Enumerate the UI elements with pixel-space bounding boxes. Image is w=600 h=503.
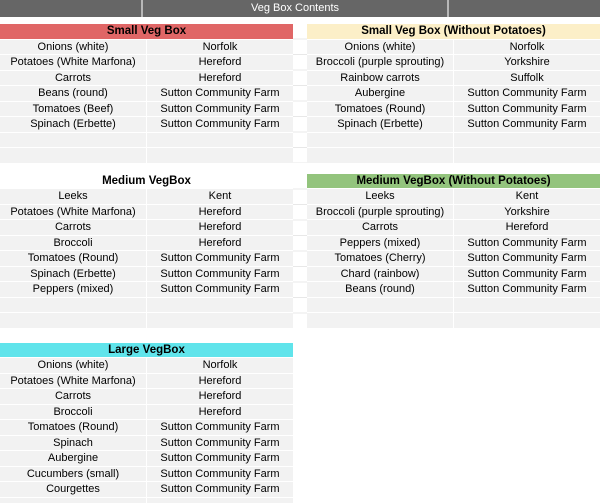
sheet-title-cell[interactable]: [143, 0, 447, 17]
table-cell[interactable]: Carrots: [0, 389, 146, 404]
table-cell[interactable]: Carrots: [0, 71, 146, 86]
empty-cell[interactable]: [454, 133, 600, 148]
table-cell[interactable]: Tomatoes (Round): [0, 420, 146, 435]
header-bar-cell-left[interactable]: [0, 0, 141, 17]
table-cell[interactable]: Carrots: [0, 220, 146, 235]
table-cell[interactable]: Peppers (mixed): [0, 282, 146, 297]
empty-cell[interactable]: [0, 298, 146, 313]
table-cell[interactable]: Rainbow carrots: [307, 71, 453, 86]
table-cell[interactable]: Sutton Community Farm: [147, 102, 293, 117]
table-cell[interactable]: Beans (round): [0, 86, 146, 101]
table-cell[interactable]: Leeks: [0, 189, 146, 204]
empty-cell[interactable]: [147, 148, 293, 163]
empty-cell[interactable]: [307, 313, 453, 328]
table-title-small-veg-box-without-potatoes[interactable]: Small Veg Box (Without Potatoes): [307, 24, 600, 39]
table-cell[interactable]: Spinach (Erbette): [307, 117, 453, 132]
table-cell[interactable]: Sutton Community Farm: [454, 282, 600, 297]
empty-cell[interactable]: [0, 498, 146, 503]
empty-cell[interactable]: [307, 133, 453, 148]
empty-cell[interactable]: [147, 498, 293, 503]
table-cell[interactable]: Potatoes (White Marfona): [0, 55, 146, 70]
empty-cell[interactable]: [0, 313, 146, 328]
medium-vegbox-no-potatoes-table: [307, 174, 600, 328]
table-cell[interactable]: Sutton Community Farm: [147, 482, 293, 497]
section-large-box: [0, 343, 600, 503]
table-cell[interactable]: Sutton Community Farm: [147, 436, 293, 451]
table-cell[interactable]: Sutton Community Farm: [147, 86, 293, 101]
table-cell[interactable]: Norfolk: [147, 358, 293, 373]
table-cell[interactable]: Hereford: [147, 389, 293, 404]
table-title-large-vegbox[interactable]: Large VegBox: [0, 343, 293, 358]
table-cell[interactable]: Courgettes: [0, 482, 146, 497]
table-cell[interactable]: Broccoli: [0, 405, 146, 420]
table-cell[interactable]: Spinach (Erbette): [0, 117, 146, 132]
table-cell[interactable]: Leeks: [307, 189, 453, 204]
table-cell[interactable]: Sutton Community Farm: [147, 420, 293, 435]
table-cell[interactable]: Tomatoes (Cherry): [307, 251, 453, 266]
table-cell[interactable]: Sutton Community Farm: [147, 267, 293, 282]
medium-vegbox-table: [0, 174, 293, 328]
row-spacer: [0, 328, 600, 343]
table-cell[interactable]: Yorkshire: [454, 55, 600, 70]
table-cell[interactable]: Sutton Community Farm: [454, 102, 600, 117]
small-veg-box-no-potatoes-table: [307, 24, 600, 163]
table-cell[interactable]: Sutton Community Farm: [147, 117, 293, 132]
sheet-header-bar: [0, 0, 600, 17]
table-cell[interactable]: Cucumbers (small): [0, 467, 146, 482]
section-small-boxes: [0, 24, 600, 163]
empty-cell[interactable]: [454, 298, 600, 313]
table-cell[interactable]: Tomatoes (Round): [307, 102, 453, 117]
table-cell[interactable]: Hereford: [454, 220, 600, 235]
table-cell[interactable]: Onions (white): [0, 40, 146, 55]
table-cell[interactable]: Spinach: [0, 436, 146, 451]
table-cell[interactable]: Tomatoes (Round): [0, 251, 146, 266]
table-cell[interactable]: Kent: [454, 189, 600, 204]
table-cell[interactable]: Chard (rainbow): [307, 267, 453, 282]
table-cell[interactable]: Norfolk: [454, 40, 600, 55]
table-cell[interactable]: Norfolk: [147, 40, 293, 55]
table-cell[interactable]: Broccoli (purple sprouting): [307, 205, 453, 220]
table-cell[interactable]: Aubergine: [0, 451, 146, 466]
empty-cell[interactable]: [454, 313, 600, 328]
table-cell[interactable]: Sutton Community Farm: [147, 451, 293, 466]
header-bar-cell-right[interactable]: [449, 0, 600, 17]
empty-cell[interactable]: [147, 133, 293, 148]
table-cell[interactable]: Broccoli: [0, 236, 146, 251]
empty-cell[interactable]: [147, 298, 293, 313]
table-cell[interactable]: Hereford: [147, 236, 293, 251]
table-cell[interactable]: Kent: [147, 189, 293, 204]
empty-cell[interactable]: [0, 148, 146, 163]
empty-cell[interactable]: [307, 148, 453, 163]
large-vegbox-table: [0, 343, 293, 503]
table-cell[interactable]: Hereford: [147, 71, 293, 86]
table-title-medium-vegbox-without-potatoes[interactable]: Medium VegBox (Without Potatoes): [307, 174, 600, 189]
row-spacer: [0, 163, 600, 174]
small-veg-box-table: [0, 24, 293, 163]
table-cell[interactable]: Hereford: [147, 55, 293, 70]
table-cell[interactable]: Aubergine: [307, 86, 453, 101]
table-cell[interactable]: Sutton Community Farm: [454, 236, 600, 251]
table-title-small-veg-box[interactable]: Small Veg Box: [0, 24, 293, 39]
row-spacer: [0, 17, 600, 24]
empty-cell[interactable]: [307, 298, 453, 313]
table-cell[interactable]: Sutton Community Farm: [147, 251, 293, 266]
section-medium-boxes: [0, 174, 600, 328]
table-cell[interactable]: Onions (white): [307, 40, 453, 55]
table-cell[interactable]: Sutton Community Farm: [147, 282, 293, 297]
table-cell[interactable]: Hereford: [147, 374, 293, 389]
table-cell[interactable]: Sutton Community Farm: [454, 267, 600, 282]
table-cell[interactable]: Potatoes (White Marfona): [0, 374, 146, 389]
table-cell[interactable]: Sutton Community Farm: [454, 117, 600, 132]
table-cell[interactable]: Beans (round): [307, 282, 453, 297]
table-cell[interactable]: Potatoes (White Marfona): [0, 205, 146, 220]
sheet-title: Veg Box Contents: [250, 2, 340, 14]
table-cell[interactable]: Peppers (mixed): [307, 236, 453, 251]
empty-cell[interactable]: [454, 148, 600, 163]
table-cell[interactable]: Sutton Community Farm: [147, 467, 293, 482]
table-cell[interactable]: Spinach (Erbette): [0, 267, 146, 282]
empty-cell[interactable]: [0, 133, 146, 148]
column-gap: [293, 174, 307, 328]
table-title-medium-vegbox[interactable]: Medium VegBox: [0, 174, 293, 189]
table-cell[interactable]: Sutton Community Farm: [454, 86, 600, 101]
table-cell[interactable]: Carrots: [307, 220, 453, 235]
table-cell[interactable]: Yorkshire: [454, 205, 600, 220]
empty-cell[interactable]: [147, 313, 293, 328]
table-cell[interactable]: Hereford: [147, 205, 293, 220]
table-cell[interactable]: Onions (white): [0, 358, 146, 373]
table-cell[interactable]: Hereford: [147, 220, 293, 235]
table-cell[interactable]: Sutton Community Farm: [454, 251, 600, 266]
table-cell[interactable]: Tomatoes (Beef): [0, 102, 146, 117]
table-cell[interactable]: Broccoli (purple sprouting): [307, 55, 453, 70]
table-cell[interactable]: Hereford: [147, 405, 293, 420]
table-cell[interactable]: Suffolk: [454, 71, 600, 86]
column-gap: [293, 24, 307, 163]
